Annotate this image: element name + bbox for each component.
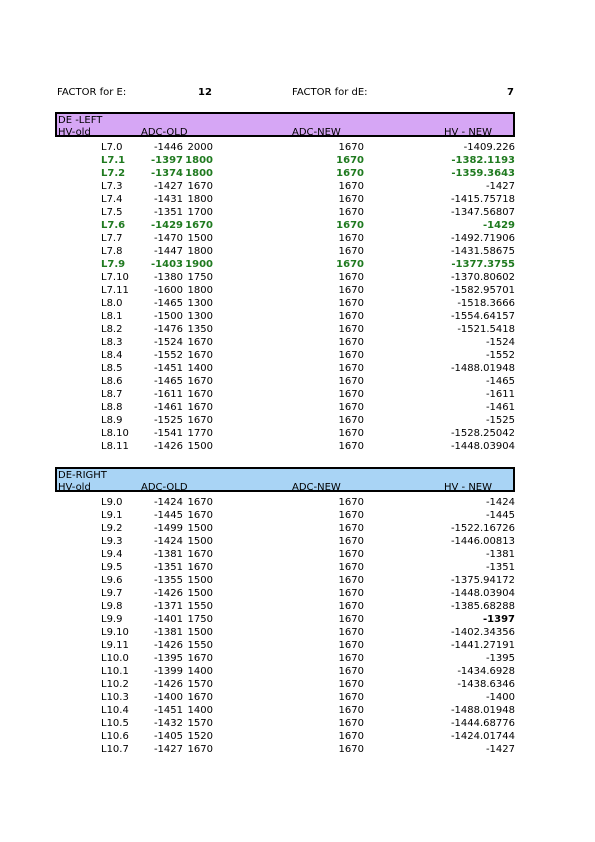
hv-old-cell: -1424 (153, 497, 183, 508)
adc-new-cell: 1670 (338, 337, 364, 348)
table-row (55, 415, 515, 428)
adc-old-cell: 1670 (187, 389, 213, 400)
adc-old-cell: 1570 (187, 718, 213, 729)
channel-cell: L7.4 (101, 194, 123, 205)
table-row (55, 246, 515, 259)
adc-new-cell: 1670 (338, 497, 364, 508)
channel-cell: L7.0 (101, 142, 123, 153)
factor-e-label: FACTOR for E: (57, 87, 127, 98)
de-left-rows (55, 137, 515, 454)
hv-old-cell: -1397 (151, 155, 183, 166)
hv-new-cell: -1377.3755 (451, 259, 515, 270)
hv-new-cell: -1518.3666 (457, 298, 515, 309)
hv-old-cell: -1351 (153, 562, 183, 573)
adc-new-cell: 1670 (338, 653, 364, 664)
hv-old-cell: -1552 (153, 350, 183, 361)
table-row (55, 311, 515, 324)
adc-old-cell: 1350 (187, 324, 213, 335)
channel-cell: L8.1 (101, 311, 123, 322)
col-hv-old: HV-old (58, 127, 91, 138)
adc-new-cell: 1670 (336, 155, 364, 166)
channel-cell: L9.5 (101, 562, 123, 573)
adc-old-cell: 1670 (187, 692, 213, 703)
channel-cell: L9.0 (101, 497, 123, 508)
adc-old-cell: 1900 (185, 259, 213, 270)
channel-cell: L10.3 (101, 692, 129, 703)
de-right-header (55, 467, 515, 492)
adc-new-cell: 1670 (338, 588, 364, 599)
adc-new-cell: 1670 (338, 402, 364, 413)
hv-new-cell: -1445 (485, 510, 515, 521)
hv-new-cell: -1448.03904 (450, 588, 515, 599)
hv-new-cell: -1424 (485, 497, 515, 508)
channel-cell: L7.2 (101, 168, 126, 179)
adc-new-cell: 1670 (338, 640, 364, 651)
hv-new-cell: -1522.16726 (450, 523, 515, 534)
hv-new-cell: -1402.34356 (450, 627, 515, 638)
hv-new-cell: -1427 (485, 744, 515, 755)
adc-old-cell: 1400 (187, 363, 213, 374)
channel-cell: L9.11 (101, 640, 129, 651)
adc-new-cell: 1670 (338, 744, 364, 755)
adc-new-cell: 1670 (338, 246, 364, 257)
channel-cell: L7.1 (101, 155, 126, 166)
hv-new-cell: -1397 (483, 614, 515, 625)
adc-old-cell: 1750 (187, 614, 213, 625)
hv-old-cell: -1446 (153, 142, 183, 153)
hv-new-cell: -1488.01948 (450, 363, 515, 374)
col-adc-new: ADC-NEW (292, 127, 341, 138)
hv-new-cell: -1359.3643 (451, 168, 515, 179)
adc-old-cell: 1750 (187, 272, 213, 283)
hv-old-cell: -1424 (153, 536, 183, 547)
hv-old-cell: -1426 (153, 441, 183, 452)
adc-old-cell: 1670 (187, 376, 213, 387)
hv-new-cell: -1441.27191 (450, 640, 515, 651)
adc-old-cell: 1670 (187, 510, 213, 521)
de-left-title: DE -LEFT (58, 115, 103, 126)
table-row (55, 705, 515, 718)
table-row (55, 640, 515, 653)
hv-new-cell: -1429 (483, 220, 515, 231)
adc-old-cell: 1300 (187, 298, 213, 309)
hv-new-cell: -1444.68776 (450, 718, 515, 729)
adc-new-cell: 1670 (338, 562, 364, 573)
hv-old-cell: -1432 (153, 718, 183, 729)
adc-new-cell: 1670 (338, 666, 364, 677)
col-hv-old: HV-old (58, 482, 91, 493)
hv-new-cell: -1461 (485, 402, 515, 413)
adc-old-cell: 1670 (187, 497, 213, 508)
hv-new-cell: -1524 (485, 337, 515, 348)
adc-old-cell: 1670 (187, 181, 213, 192)
adc-new-cell: 1670 (336, 259, 364, 270)
hv-old-cell: -1399 (153, 666, 183, 677)
table-row (55, 627, 515, 640)
table-row (55, 523, 515, 536)
hv-old-cell: -1426 (153, 679, 183, 690)
hv-old-cell: -1427 (153, 181, 183, 192)
table-row (55, 389, 515, 402)
adc-old-cell: 1400 (187, 705, 213, 716)
hv-new-cell: -1448.03904 (450, 441, 515, 452)
factor-de-label: FACTOR for dE: (292, 87, 368, 98)
adc-old-cell: 1500 (187, 627, 213, 638)
adc-new-cell: 1670 (338, 549, 364, 560)
table-row (55, 428, 515, 441)
hv-old-cell: -1476 (153, 324, 183, 335)
hv-old-cell: -1381 (153, 627, 183, 638)
hv-new-cell: -1347.56807 (450, 207, 515, 218)
hv-old-cell: -1403 (151, 259, 183, 270)
hv-old-cell: -1524 (153, 337, 183, 348)
table-row (55, 207, 515, 220)
de-right-section (55, 467, 515, 757)
table-row (55, 350, 515, 363)
hv-old-cell: -1429 (151, 220, 183, 231)
adc-new-cell: 1670 (338, 207, 364, 218)
adc-old-cell: 1550 (187, 601, 213, 612)
table-row (55, 744, 515, 757)
adc-old-cell: 1500 (187, 441, 213, 452)
hv-old-cell: -1445 (153, 510, 183, 521)
adc-new-cell: 1670 (338, 324, 364, 335)
table-row (55, 536, 515, 549)
hv-old-cell: -1427 (153, 744, 183, 755)
channel-cell: L8.7 (101, 389, 123, 400)
hv-new-cell: -1424.01744 (450, 731, 515, 742)
channel-cell: L9.3 (101, 536, 123, 547)
adc-new-cell: 1670 (338, 692, 364, 703)
hv-new-cell: -1400 (485, 692, 515, 703)
hv-new-cell: -1552 (485, 350, 515, 361)
hv-old-cell: -1380 (153, 272, 183, 283)
table-row (55, 718, 515, 731)
adc-new-cell: 1670 (338, 194, 364, 205)
hv-new-cell: -1521.5418 (457, 324, 515, 335)
hv-new-cell: -1395 (485, 653, 515, 664)
adc-old-cell: 1670 (185, 220, 213, 231)
adc-new-cell: 1670 (338, 376, 364, 387)
table-row (55, 601, 515, 614)
col-adc-new: ADC-NEW (292, 482, 341, 493)
adc-new-cell: 1670 (338, 523, 364, 534)
hv-new-cell: -1370.80602 (450, 272, 515, 283)
adc-old-cell: 1800 (187, 194, 213, 205)
de-left-section (55, 112, 515, 454)
table-row (55, 285, 515, 298)
channel-cell: L9.10 (101, 627, 129, 638)
adc-old-cell: 1800 (187, 246, 213, 257)
hv-new-cell: -1611 (485, 389, 515, 400)
hv-old-cell: -1470 (153, 233, 183, 244)
table-row (55, 692, 515, 705)
adc-new-cell: 1670 (338, 731, 364, 742)
hv-old-cell: -1500 (153, 311, 183, 322)
hv-new-cell: -1375.94172 (450, 575, 515, 586)
adc-old-cell: 2000 (187, 142, 213, 153)
adc-new-cell: 1670 (338, 298, 364, 309)
channel-cell: L10.4 (101, 705, 129, 716)
de-right-rows (55, 492, 515, 757)
adc-new-cell: 1670 (338, 311, 364, 322)
table-row (55, 194, 515, 207)
table-row (55, 168, 515, 181)
hv-old-cell: -1447 (153, 246, 183, 257)
hv-new-cell: -1528.25042 (450, 428, 515, 439)
channel-cell: L9.4 (101, 549, 123, 560)
table-row (55, 679, 515, 692)
table-row (55, 666, 515, 679)
channel-cell: L8.5 (101, 363, 123, 374)
hv-old-cell: -1400 (153, 692, 183, 703)
hv-new-cell: -1385.68288 (450, 601, 515, 612)
adc-new-cell: 1670 (338, 718, 364, 729)
channel-cell: L8.6 (101, 376, 123, 387)
table-row (55, 402, 515, 415)
table-row (55, 376, 515, 389)
channel-cell: L9.6 (101, 575, 123, 586)
adc-new-cell: 1670 (338, 363, 364, 374)
factor-de-value: 7 (507, 87, 514, 98)
channel-cell: L8.10 (101, 428, 129, 439)
channel-cell: L7.3 (101, 181, 123, 192)
hv-new-cell: -1492.71906 (450, 233, 515, 244)
hv-new-cell: -1415.75718 (450, 194, 515, 205)
table-row (55, 731, 515, 744)
table-row (55, 142, 515, 155)
hv-old-cell: -1465 (153, 376, 183, 387)
adc-new-cell: 1670 (338, 627, 364, 638)
hv-old-cell: -1465 (153, 298, 183, 309)
adc-old-cell: 1670 (187, 744, 213, 755)
adc-new-cell: 1670 (338, 614, 364, 625)
channel-cell: L8.3 (101, 337, 123, 348)
channel-cell: L7.9 (101, 259, 126, 270)
hv-old-cell: -1431 (153, 194, 183, 205)
table-row (55, 510, 515, 523)
adc-new-cell: 1670 (338, 601, 364, 612)
channel-cell: L7.6 (101, 220, 126, 231)
hv-old-cell: -1401 (153, 614, 183, 625)
table-row (55, 497, 515, 510)
factors-line (57, 87, 517, 99)
adc-old-cell: 1700 (187, 207, 213, 218)
hv-new-cell: -1409.226 (463, 142, 515, 153)
channel-cell: L9.7 (101, 588, 123, 599)
channel-cell: L10.7 (101, 744, 129, 755)
adc-old-cell: 1770 (187, 428, 213, 439)
hv-old-cell: -1351 (153, 207, 183, 218)
adc-old-cell: 1670 (187, 350, 213, 361)
adc-old-cell: 1300 (187, 311, 213, 322)
adc-new-cell: 1670 (338, 415, 364, 426)
table-row (55, 298, 515, 311)
adc-new-cell: 1670 (338, 142, 364, 153)
table-row (55, 441, 515, 454)
channel-cell: L9.1 (101, 510, 123, 521)
adc-old-cell: 1500 (187, 588, 213, 599)
adc-old-cell: 1400 (187, 666, 213, 677)
channel-cell: L8.11 (101, 441, 129, 452)
table-row (55, 363, 515, 376)
hv-old-cell: -1600 (153, 285, 183, 296)
de-right-title: DE-RIGHT (58, 470, 107, 481)
table-row (55, 181, 515, 194)
channel-cell: L10.0 (101, 653, 129, 664)
hv-new-cell: -1554.64157 (450, 311, 515, 322)
hv-new-cell: -1381 (485, 549, 515, 560)
hv-new-cell: -1382.1193 (451, 155, 515, 166)
adc-new-cell: 1670 (338, 536, 364, 547)
table-row (55, 220, 515, 233)
adc-old-cell: 1500 (187, 536, 213, 547)
hv-new-cell: -1427 (485, 181, 515, 192)
adc-old-cell: 1500 (187, 233, 213, 244)
adc-old-cell: 1570 (187, 679, 213, 690)
channel-cell: L10.2 (101, 679, 129, 690)
hv-new-cell: -1431.58675 (450, 246, 515, 257)
adc-new-cell: 1670 (338, 181, 364, 192)
channel-cell: L7.10 (101, 272, 129, 283)
hv-new-cell: -1465 (485, 376, 515, 387)
adc-old-cell: 1670 (187, 415, 213, 426)
hv-old-cell: -1426 (153, 588, 183, 599)
channel-cell: L7.5 (101, 207, 123, 218)
adc-new-cell: 1670 (338, 428, 364, 439)
hv-old-cell: -1525 (153, 415, 183, 426)
table-row (55, 324, 515, 337)
hv-old-cell: -1374 (151, 168, 183, 179)
hv-old-cell: -1451 (153, 363, 183, 374)
hv-old-cell: -1405 (153, 731, 183, 742)
de-left-header (55, 112, 515, 137)
adc-old-cell: 1800 (187, 285, 213, 296)
adc-old-cell: 1500 (187, 523, 213, 534)
table-row (55, 575, 515, 588)
channel-cell: L10.6 (101, 731, 129, 742)
adc-old-cell: 1670 (187, 653, 213, 664)
adc-new-cell: 1670 (336, 168, 364, 179)
adc-new-cell: 1670 (338, 233, 364, 244)
channel-cell: L10.5 (101, 718, 129, 729)
table-row (55, 259, 515, 272)
col-hv-new: HV - NEW (444, 127, 493, 138)
channel-cell: L7.11 (101, 285, 129, 296)
hv-new-cell: -1351 (485, 562, 515, 573)
table-row (55, 155, 515, 168)
adc-new-cell: 1670 (338, 285, 364, 296)
channel-cell: L7.8 (101, 246, 123, 257)
table-row (55, 588, 515, 601)
adc-new-cell: 1670 (338, 350, 364, 361)
col-adc-old: ADC-OLD (141, 482, 188, 493)
table-row (55, 614, 515, 627)
hv-old-cell: -1499 (153, 523, 183, 534)
adc-new-cell: 1670 (338, 705, 364, 716)
hv-new-cell: -1488.01948 (450, 705, 515, 716)
table-row (55, 562, 515, 575)
hv-new-cell: -1434.6928 (457, 666, 515, 677)
hv-old-cell: -1395 (153, 653, 183, 664)
col-hv-new: HV - NEW (444, 482, 493, 493)
table-row (55, 233, 515, 246)
adc-new-cell: 1670 (338, 441, 364, 452)
adc-old-cell: 1670 (187, 549, 213, 560)
adc-old-cell: 1670 (187, 562, 213, 573)
hv-new-cell: -1446.00813 (450, 536, 515, 547)
hv-old-cell: -1371 (153, 601, 183, 612)
adc-old-cell: 1670 (187, 402, 213, 413)
channel-cell: L7.7 (101, 233, 123, 244)
adc-new-cell: 1670 (338, 575, 364, 586)
adc-new-cell: 1670 (338, 510, 364, 521)
hv-old-cell: -1611 (153, 389, 183, 400)
channel-cell: L8.2 (101, 324, 123, 335)
table-row (55, 549, 515, 562)
hv-new-cell: -1582.95701 (450, 285, 515, 296)
adc-old-cell: 1550 (187, 640, 213, 651)
adc-old-cell: 1520 (187, 731, 213, 742)
col-adc-old: ADC-OLD (141, 127, 188, 138)
hv-old-cell: -1426 (153, 640, 183, 651)
channel-cell: L8.8 (101, 402, 123, 413)
adc-old-cell: 1800 (185, 168, 213, 179)
channel-cell: L9.8 (101, 601, 123, 612)
channel-cell: L9.9 (101, 614, 123, 625)
table-row (55, 653, 515, 666)
adc-old-cell: 1500 (187, 575, 213, 586)
channel-cell: L9.2 (101, 523, 123, 534)
channel-cell: L10.1 (101, 666, 129, 677)
table-row (55, 337, 515, 350)
hv-old-cell: -1355 (153, 575, 183, 586)
adc-old-cell: 1670 (187, 337, 213, 348)
adc-old-cell: 1800 (185, 155, 213, 166)
channel-cell: L8.0 (101, 298, 123, 309)
adc-new-cell: 1670 (338, 389, 364, 400)
adc-new-cell: 1670 (336, 220, 364, 231)
hv-new-cell: -1438.6346 (457, 679, 515, 690)
hv-old-cell: -1451 (153, 705, 183, 716)
hv-old-cell: -1381 (153, 549, 183, 560)
factor-e-value: 12 (198, 87, 212, 98)
channel-cell: L8.4 (101, 350, 123, 361)
hv-new-cell: -1525 (485, 415, 515, 426)
adc-new-cell: 1670 (338, 272, 364, 283)
hv-old-cell: -1461 (153, 402, 183, 413)
adc-new-cell: 1670 (338, 679, 364, 690)
hv-old-cell: -1541 (153, 428, 183, 439)
channel-cell: L8.9 (101, 415, 123, 426)
table-row (55, 272, 515, 285)
